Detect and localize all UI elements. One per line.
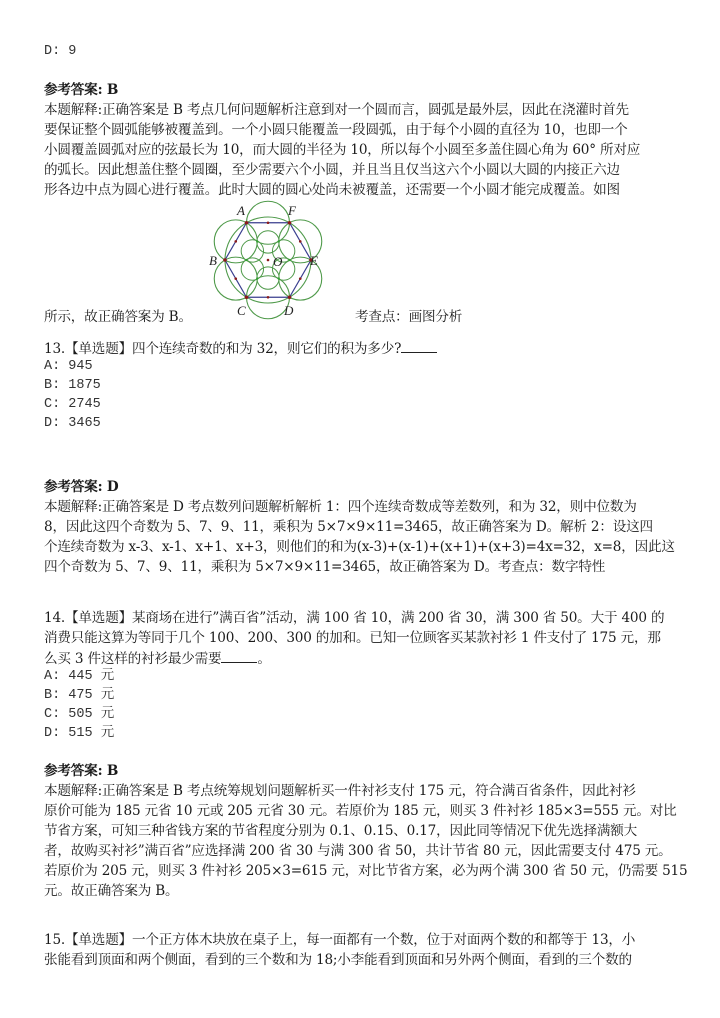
label-a: A bbox=[237, 203, 245, 218]
vertex-dot bbox=[223, 258, 227, 262]
explanation-line: 若原价为 205 元，则买 3 件衬衫 205×3=615 元，对比节省方案，必为两个满 300 省 50 元，仍需要 515 bbox=[44, 863, 688, 879]
explanation-line: 者，故购买衬衫”满百省”应选择满 200 省 30 与满 300 省 50，共计节省 80 元，因此需要支付 475 元。 bbox=[44, 843, 672, 859]
explanation-line: 个连续奇数为 x-3、x-1、x+1、x+3，则他们的和为(x-3)+(x-1)+(x+1)+(x+3)=4x=32，x=8，因此这 bbox=[44, 539, 675, 555]
vertex-dot bbox=[245, 221, 249, 225]
question-stem-text: 13.【单选题】四个连续奇数的和为 32，则它们的积为多少? bbox=[44, 341, 402, 357]
inner-dot bbox=[256, 278, 258, 280]
label-o: O bbox=[273, 254, 283, 269]
question-stem-text: 么买 3 件这样的衬衫最少需要 bbox=[44, 651, 222, 667]
midpoint-dot bbox=[234, 240, 237, 243]
option: B: 1875 bbox=[44, 378, 101, 393]
midpoint-dot bbox=[267, 296, 270, 299]
explanation-line: 原价可能为 185 元省 10 元或 205 元省 30 元。若原价为 185 元，则买 3 件衬衫 185×3=555 元。对比 bbox=[44, 803, 677, 819]
inner-dot bbox=[256, 240, 258, 242]
label-d: D bbox=[284, 303, 294, 318]
explanation-line: 要保证整个圆弧能够被覆盖到。一个小圆只能覆盖一段圆弧，由于每个小圆的直径为 10，也即一个 bbox=[44, 122, 628, 138]
option: D: 515 元 bbox=[44, 726, 115, 741]
answer-label: 参考答案: D bbox=[44, 479, 119, 495]
explanation-line: 的弧长。因此想盖住整个圆圈，至少需要六个小圆，并且当且仅当这六个小圆以大圆的内接正六边 bbox=[44, 162, 620, 178]
explanation-line: 节省方案，可知三种省钱方案的节省程度分别为 0.1、0.15、0.17，因此同等情况下优先选择满额大 bbox=[44, 823, 638, 839]
question-14-stem-line: 14.【单选题】某商场在进行”满百省”活动，满 100 省 10，满 200 省 30，满 300 省 50。大于 400 的 bbox=[44, 610, 665, 626]
answer-label: 参考答案: B bbox=[44, 763, 119, 779]
option: A: 945 bbox=[44, 359, 93, 374]
inner-dot bbox=[278, 278, 280, 280]
exam-point: 考查点：画图分析 bbox=[355, 309, 463, 325]
explanation-line: 本题解释:正确答案是 B 考点统筹规划问题解析买一件衬衫支付 175 元，符合满百省条件，因此衬衫 bbox=[44, 783, 636, 799]
explanation-line: 形各边中点为圆心进行覆盖。此时大圆的圆心处尚未被覆盖，还需要一个小圆才能完成覆盖。如图 bbox=[44, 182, 620, 198]
inner-circle bbox=[257, 267, 279, 289]
option: B: 475 元 bbox=[44, 688, 115, 703]
option: C: 2745 bbox=[44, 397, 101, 412]
option: C: 505 元 bbox=[44, 707, 115, 722]
label-b: B bbox=[209, 253, 217, 268]
explanation-line: 小圆覆盖圆弧对应的弦最长为 10，而大圆的半径为 10，所以每个小圆至多盖住圆心角为 60° 所对应 bbox=[44, 142, 641, 158]
answer-blank bbox=[401, 338, 437, 353]
label-e: E bbox=[310, 253, 318, 268]
figure-caption: 所示，故正确答案为 B。 bbox=[44, 309, 192, 325]
vertex-dot bbox=[288, 221, 292, 225]
inner-circle bbox=[241, 240, 263, 262]
question-14-stem-line: 消费只能这算为等同于几个 100、200、300 的加和。已知一位顾客买某款衬衫 1 件支付了 175 元，那 bbox=[44, 630, 661, 646]
option: A: 445 元 bbox=[44, 669, 115, 684]
midpoint-dot bbox=[267, 221, 270, 224]
label-c: C bbox=[237, 303, 246, 318]
option-d-prev: D: 9 bbox=[44, 44, 77, 59]
midpoint-dot bbox=[299, 240, 302, 243]
question-stem-end: 。 bbox=[257, 651, 271, 667]
vertex-dot bbox=[245, 295, 249, 299]
answer-blank bbox=[221, 648, 257, 663]
center-point-o bbox=[267, 259, 270, 262]
vertex-dot bbox=[288, 295, 292, 299]
explanation-line: 8，因此这四个奇数为 5、7、9、11，乘积为 5×7×9×11=3465，故正确答案为 D。解析 2：设这四 bbox=[44, 519, 653, 535]
explanation-line: 本题解释:正确答案是 D 考点数列问题解析解析 1：四个连续奇数成等差数列，和为 32，则中位数为 bbox=[44, 499, 637, 515]
option: D: 3465 bbox=[44, 416, 101, 431]
hexagon-circle-cover-figure bbox=[200, 195, 340, 320]
answer-label-prev: 参考答案: B bbox=[44, 82, 119, 98]
midpoint-dot bbox=[299, 277, 302, 280]
question-13-stem bbox=[44, 338, 437, 359]
explanation-line: 本题解释:正确答案是 B 考点几何问题解析注意到对一个圆而言，圆弧是最外层，因此在浇灌时首先 bbox=[44, 102, 629, 118]
inner-dot bbox=[278, 240, 280, 242]
inner-circle bbox=[241, 258, 263, 280]
question-15-stem-line: 15.【单选题】一个正方体木块放在桌子上，每一面都有一个数，位于对面两个数的和都等于 13，小 bbox=[44, 932, 636, 948]
explanation-line: 四个奇数为 5、7、9、11，乘积为 5×7×9×11=3465，故正确答案为 D。考查点：数字特性 bbox=[44, 559, 606, 575]
inner-dot bbox=[288, 259, 290, 261]
question-15-stem-line: 张能看到顶面和两个侧面，看到的三个数和为 18;小李能看到顶面和另外两个侧面，看到的三个数的 bbox=[44, 952, 632, 968]
explanation-line: 元。故正确答案为 B。 bbox=[44, 883, 179, 899]
label-f: F bbox=[288, 203, 296, 218]
inner-dot bbox=[245, 259, 247, 261]
midpoint-dot bbox=[234, 277, 237, 280]
inner-circle bbox=[257, 231, 279, 253]
question-14-stem-line bbox=[44, 648, 271, 669]
